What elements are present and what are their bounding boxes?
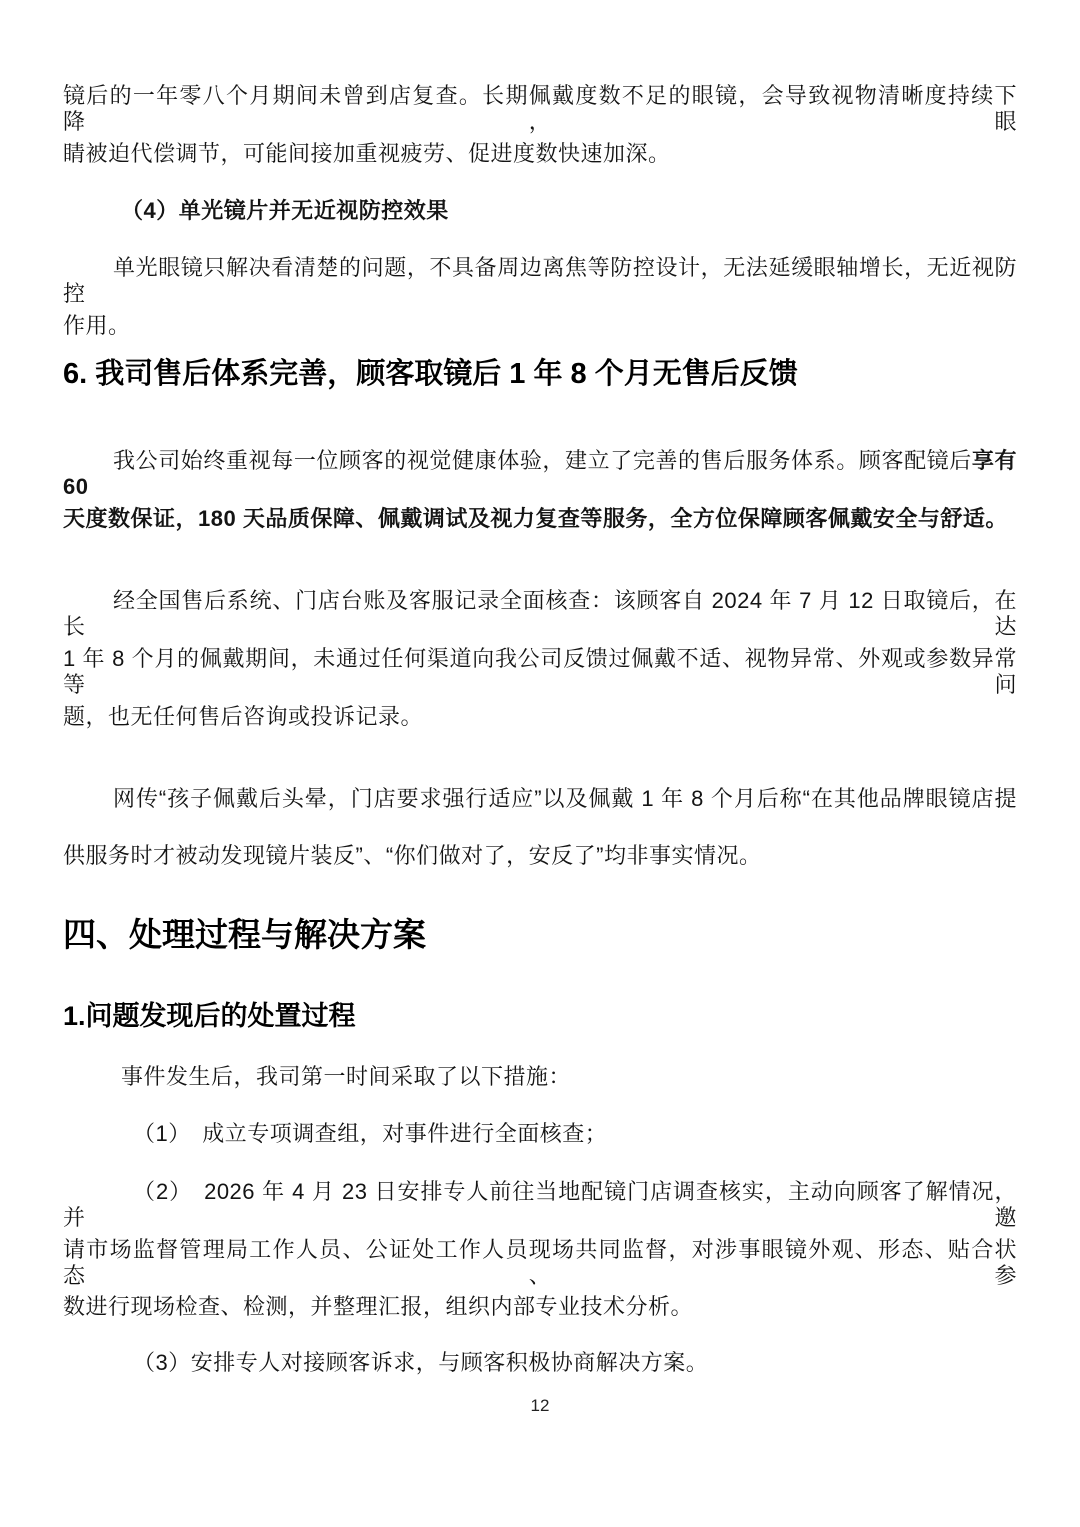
body-text: 我公司始终重视每一位顾客的视觉健康体验，建立了完善的售后服务体系。顾客配镜后 (113, 448, 972, 473)
body-line: 1 年 8 个月的佩戴期间，未通过任何渠道向我公司反馈过佩戴不适、视物异常、外观或参数异常等问 (63, 646, 1017, 697)
body-line: 镜后的一年零八个月期间未曾到店复查。长期佩戴度数不足的眼镜，会导致视物清晰度持续下降，眼 (63, 83, 1017, 134)
body-line: 单光眼镜只解决看清楚的问题，不具备周边离焦等防控设计，无法延缓眼轴增长，无近视防控 (63, 255, 1017, 306)
chapter-heading-4: 四、处理过程与解决方案 (63, 916, 426, 953)
sub-heading-1: 1.问题发现后的处置过程 (63, 1001, 356, 1031)
list-item: （1） 成立专项调查组，对事件进行全面核查； (133, 1121, 608, 1146)
list-item: （2） 2026 年 4 月 23 日安排专人前往当地配镜门店调查核实，主动向顾客了解情况，并邀 (63, 1179, 1017, 1230)
body-line: 数进行现场检查、检测，并整理汇报，组织内部专业技术分析。 (63, 1294, 694, 1319)
body-line: 经全国售后系统、门店台账及客服记录全面核查：该顾客自 2024 年 7 月 12 日取镜后，在长达 (63, 588, 1017, 639)
body-line: 睛被迫代偿调节，可能间接加重视疲劳、促进度数快速加深。 (63, 141, 671, 166)
body-line (63, 448, 1024, 500)
body-line: 题，也无任何售后咨询或投诉记录。 (63, 704, 424, 729)
sub-heading-4: （4）单光镜片并无近视防控效果 (121, 198, 449, 223)
body-line: 供服务时才被动发现镜片装反”、“你们做对了，安反了”均非事实情况。 (63, 843, 762, 868)
list-item: （3）安排专人对接顾客诉求，与顾客积极协商解决方案。 (133, 1350, 709, 1375)
body-line: 请市场监督管理局工作人员、公证处工作人员现场共同监督，对涉事眼镜外观、形态、贴合状态、参 (63, 1237, 1017, 1288)
body-line: 作用。 (63, 313, 131, 338)
body-line: 网传“孩子佩戴后头晕，门店要求强行适应”以及佩戴 1 年 8 个月后称“在其他品牌眼镜店提 (113, 786, 1017, 811)
body-line: 事件发生后，我司第一时间采取了以下措施： (121, 1064, 572, 1089)
body-text-bold: 享有 60 (63, 448, 1024, 499)
page-number: 12 (530, 1396, 550, 1415)
body-line-bold: 天度数保证，180 天品质保障、佩戴调试及视力复查等服务，全方位保障顾客佩戴安全与舒适。 (63, 506, 1008, 531)
section-heading-6: 6. 我司售后体系完善，顾客取镜后 1 年 8 个月无售后反馈 (63, 358, 798, 390)
